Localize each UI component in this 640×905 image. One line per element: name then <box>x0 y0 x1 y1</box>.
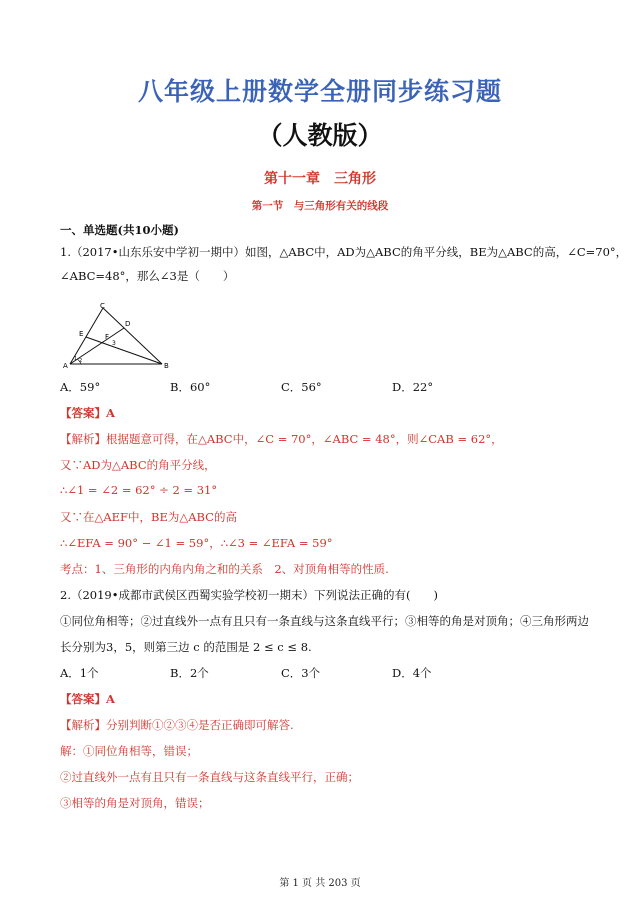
document-title: 八年级上册数学全册同步练习题 <box>137 77 502 106</box>
question-1-analysis-6: 考点：1、三角形的内角内角之和的关系 2、对顶角相等的性质. <box>60 562 389 576</box>
question-1-analysis-4: 又∵在△AEF中，BE为△ABC的高 <box>60 510 237 524</box>
question-1-option-d: D．22° <box>392 380 434 394</box>
question-2-line-2: ①同位角相等；②过直线外一点有且只有一条直线与这条直线平行；③相等的角是对顶角；④三角形两边 <box>60 614 589 628</box>
altitude-be <box>86 337 162 364</box>
question-1-analysis-5: ∴∠EFA = 90° − ∠1 = 59°，∴∠3 = ∠EFA = 59° <box>60 536 333 550</box>
question-2-analysis-3: ②过直线外一点有且只有一条直线与这条直线平行，正确； <box>60 770 359 784</box>
question-2-option-b: B．2个 <box>170 666 209 680</box>
question-2-answer: 【答案】A <box>60 692 115 706</box>
label-a: A <box>63 362 68 370</box>
section-heading: 第一节 与三角形有关的线段 <box>251 200 389 212</box>
question-1-analysis-2: 又∵AD为△ABC的角平分线， <box>60 458 216 472</box>
label-e: E <box>79 330 84 338</box>
question-1-line-1: 1.（2017•山东乐安中学初一期中）如图，△ABC中，AD为△ABC的角平分线，BE为△ABC的高，∠C=70°， <box>60 245 628 259</box>
label-2: 2 <box>79 358 83 364</box>
part-heading: 一、单选题(共10小题) <box>60 223 179 237</box>
question-2-line-3: 长分别为3，5，则第三边 c 的范围是 2 ≤ c ≤ 8. <box>60 640 312 654</box>
label-d: D <box>125 320 131 328</box>
question-1-analysis-3: ∴∠1 = ∠2 = 62° ÷ 2 = 31° <box>60 483 218 497</box>
question-1-analysis-1: 【解析】根据题意可得，在△ABC中，∠C = 70°，∠ABC = 48°，则∠CAB = 62°， <box>60 432 503 446</box>
question-2-option-a: A．1个 <box>60 666 99 680</box>
label-1: 1 <box>74 356 78 362</box>
question-1-option-c: C．56° <box>281 380 322 394</box>
question-2-option-c: C．3个 <box>281 666 321 680</box>
document-subtitle: （人教版） <box>257 121 383 150</box>
question-1-answer: 【答案】A <box>60 406 115 420</box>
label-c: C <box>100 302 105 310</box>
question-2-analysis-4: ③相等的角是对顶角，错误； <box>60 796 210 810</box>
chapter-heading: 第十一章 三角形 <box>264 171 376 187</box>
question-1-line-2: ∠ABC=48°，那么∠3是（ ） <box>60 269 235 283</box>
question-2-line-1: 2.（2019•成都市武侯区西蜀实验学校初一期末）下列说法正确的有( ) <box>60 588 438 602</box>
question-1-option-a: A．59° <box>60 380 101 394</box>
question-2-option-d: D．4个 <box>392 666 432 680</box>
label-f: F <box>105 333 110 341</box>
question-2-analysis-2: 解：①同位角相等，错误； <box>60 744 198 758</box>
question-2-analysis-1: 【解析】分别判断①②③④是否正确即可解答. <box>60 718 294 732</box>
triangle-figure <box>60 302 175 374</box>
page-footer: 第 1 页 共 203 页 <box>279 878 361 889</box>
label-3: 3 <box>112 340 116 347</box>
label-b: B <box>164 362 169 370</box>
question-1-option-b: B．60° <box>170 380 211 394</box>
